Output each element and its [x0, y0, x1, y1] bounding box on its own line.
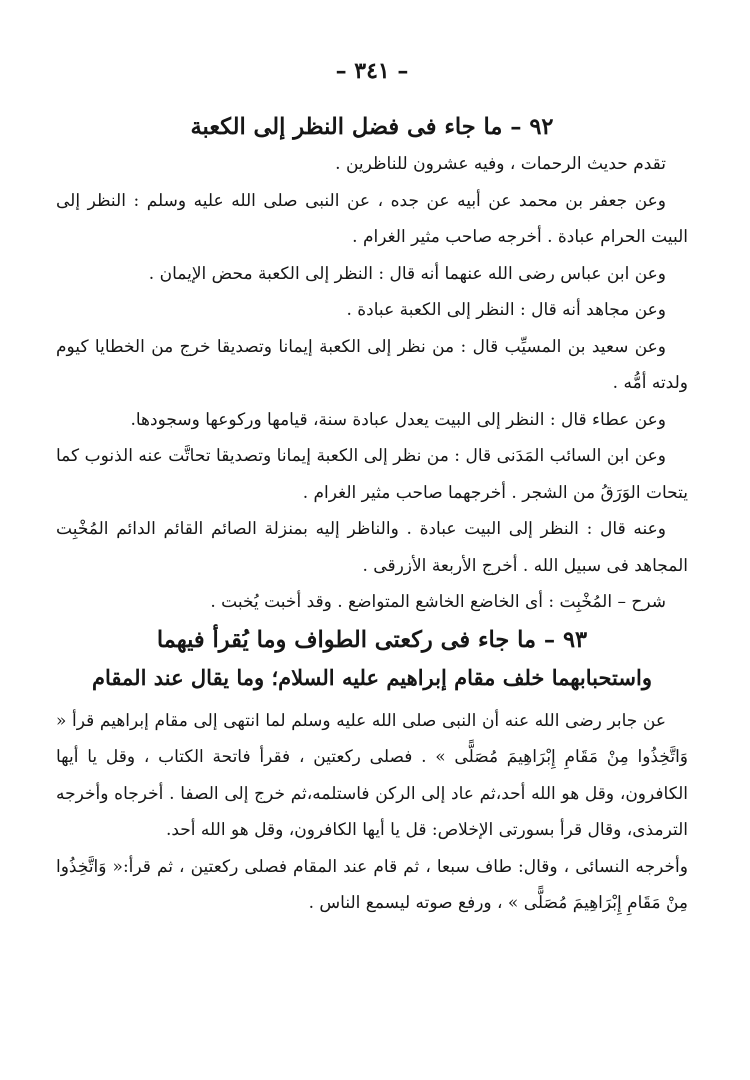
- paragraph: وعن سعيد بن المسيِّب قال : من نظر إلى الكعبة إيمانا وتصديقا خرج من الخطايا كيوم ولدته أمُّه .: [56, 336, 688, 393]
- paragraph: وعن ابن السائب المَدَنى قال : من نظر إلى الكعبة إيمانا وتصديقا تحاتَّت عنه الذنوب كما يتحات الوَرَقُ من الشجر . أخرجهما صاحب مثير الغرام .: [56, 446, 688, 503]
- page-number: – ٣٤١ –: [335, 58, 409, 84]
- paragraph: وعن جعفر بن محمد عن أبيه عن جده ، عن النبى صلى الله عليه وسلم : النظر إلى البيت الحرام عبادة . أخرجه صاحب مثير الغرام .: [56, 190, 688, 247]
- section-93: [56, 621, 688, 922]
- commentary-note: شرح – المُخْبِت : أى الخاضع الخاشع المتواضع . وقد أخبت يُخبت .: [210, 592, 666, 612]
- paragraph: تقدم حديث الرحمات ، وفيه عشرون للناظرين .: [335, 154, 666, 174]
- section-92: [56, 108, 688, 621]
- paragraph: وأخرجه النسائى ، وقال: طاف سبعا ، ثم قام عند المقام فصلى ركعتين ، ثم قرأ:« وَاتَّخِذُوا مِنْ مَقَامِ إِبْرَاهِيمَ مُصَلًّى » ، ورفع صوته ليسمع الناس .: [56, 856, 688, 913]
- paragraph: وعنه قال : النظر إلى البيت عبادة . والناظر إليه بمنزلة الصائم القائم الدائم المُخْبِت المجاهد فى سبيل الله . أخرج الأربعة الأزرقى .: [56, 519, 688, 576]
- section-93-title: ٩٣ – ما جاء فى ركعتى الطواف وما يُقرأ فيهما: [156, 626, 588, 653]
- paragraph: وعن عطاء قال : النظر إلى البيت يعدل عبادة سنة، قيامها وركوعها وسجودها.: [130, 409, 666, 430]
- paragraph: وعن ابن عباس رضى الله عنهما أنه قال : النظر إلى الكعبة محض الإيمان .: [148, 263, 666, 284]
- section-92-title: ٩٢ – ما جاء فى فضل النظر إلى الكعبة: [190, 114, 554, 140]
- paragraph: عن جابر رضى الله عنه أن النبى صلى الله عليه وسلم لما انتهى إلى مقام إبراهيم قرأ « وَاتَّخِذُوا مِنْ مَقَامِ إِبْرَاهِيمَ مُصَلًّى » . فصلى ركعتين ، فقرأ فاتحة الكتاب ، وقل يا أيها الكافرون، وقل هو الله أحد،ثم عاد إلى الركن فاستلمه،ثم خرج إلى الصفا . أخرجاه وأخرجه الترمذى، وقال قرأ بسورتى الإخلاص: قل يا أيها الكافرون، وقل هو الله أحد.: [56, 710, 688, 840]
- section-93-subtitle: واستحبابهما خلف مقام إبراهيم عليه السلام؛ وما يقال عند المقام: [92, 664, 652, 690]
- paragraph: وعن مجاهد أنه قال : النظر إلى الكعبة عبادة .: [346, 300, 666, 320]
